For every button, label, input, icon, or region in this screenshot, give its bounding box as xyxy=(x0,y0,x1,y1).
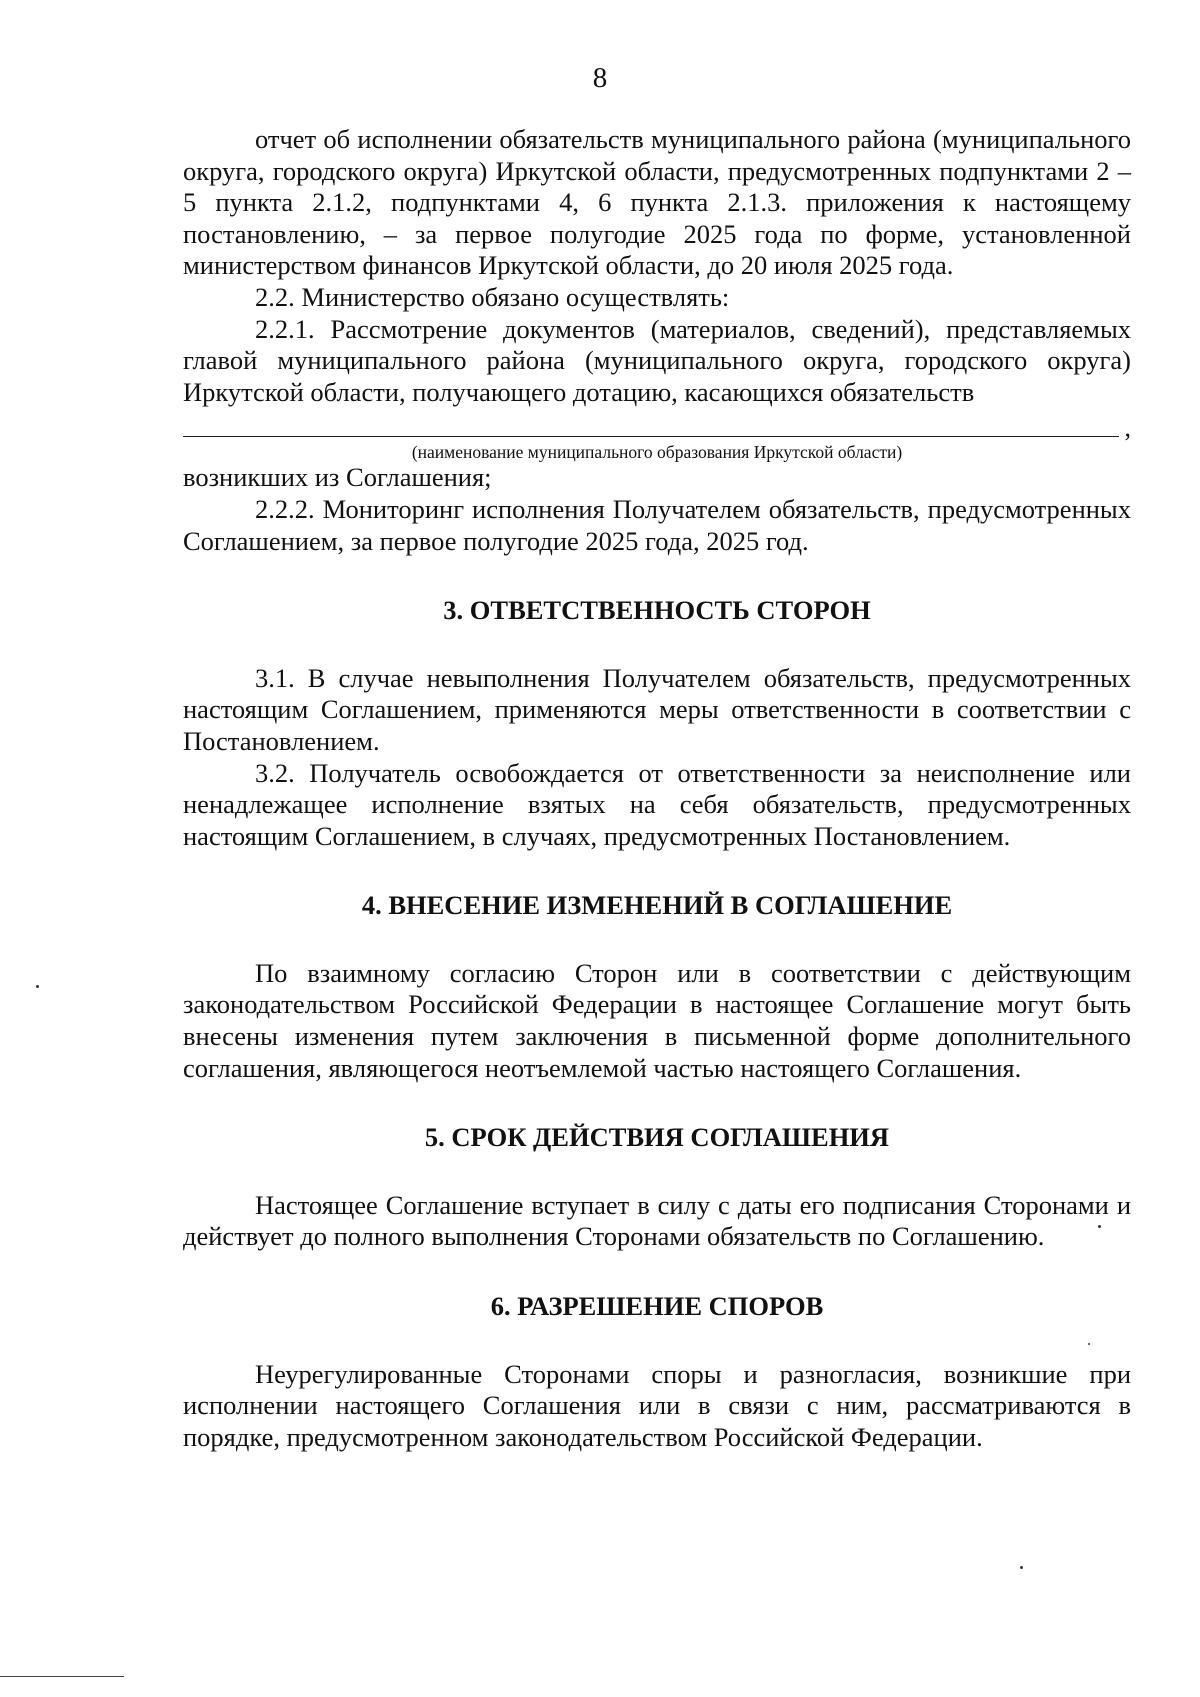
paragraph-2-2: 2.2. Министерство обязано осуществлять: xyxy=(255,281,730,312)
scan-speck xyxy=(1020,1566,1023,1569)
document-body xyxy=(183,124,1131,1453)
scan-speck xyxy=(36,985,39,988)
scan-speck xyxy=(1098,1225,1101,1228)
paragraph-disputes: Неурегулированные Сторонами споры и разногласия, возникшие при исполнении настоящего Соглашения или в связи с ним, рассматриваются в порядке, предусмотренном законодательством Российской Федерации. xyxy=(183,1358,1131,1452)
section-heading-amendments: 4. ВНЕСЕНИЕ ИЗМЕНЕНИЙ В СОГЛАШЕНИЕ xyxy=(361,890,953,921)
page-number: 8 xyxy=(592,62,608,94)
blank-fill-line xyxy=(183,413,1131,443)
paragraph-2-2-2: 2.2.2. Мониторинг исполнения Получателем обязательств, предусмотренных Соглашением, за первое полугодие 2025 года, 2025 год. xyxy=(183,493,1131,556)
section-heading-disputes: 6. РАЗРЕШЕНИЕ СПОРОВ xyxy=(490,1291,824,1322)
section-heading-term: 5. СРОК ДЕЙСТВИЯ СОГЛАШЕНИЯ xyxy=(424,1122,890,1153)
paragraph-amendments: По взаимному согласию Сторон или в соответствии с действующим законодательством Российской Федерации в настоящее Соглашение могут быть внесены изменения путем заключения в письменной форме дополнительного соглашения, являющегося неотъемлемой частью настоящего Соглашения. xyxy=(183,957,1131,1083)
blank-trailing-comma: , xyxy=(1124,413,1131,443)
blank-caption: (наименование муниципального образования Иркутской области) xyxy=(411,442,903,463)
footnote-rule xyxy=(0,1676,124,1677)
blank-underline xyxy=(183,436,1119,437)
paragraph-3-1: 3.1. В случае невыполнения Получателем обязательств, предусмотренных настоящим Соглашением, применяются меры ответственности в соответствии с Постановлением. xyxy=(183,662,1131,756)
section-heading-responsibility: 3. ОТВЕТСТВЕННОСТЬ СТОРОН xyxy=(443,595,871,626)
paragraph-3-2: 3.2. Получатель освобождается от ответственности за неисполнение или ненадлежащее исполнение взятых на себя обязательств, предусмотренных настоящим Соглашением, в случаях, предусмотренных Постановлением. xyxy=(183,757,1131,851)
paragraph-term: Настоящее Соглашение вступает в силу с даты его подписания Сторонами и действует до полного выполнения Сторонами обязательств по Соглашению. xyxy=(183,1189,1131,1252)
scan-speck xyxy=(1088,1343,1090,1345)
paragraph-arising-from-agreement: возникших из Соглашения; xyxy=(183,462,492,493)
paragraph-report-deadline: отчет об исполнении обязательств муниципального района (муниципального округа, городского округа) Иркутской области, предусмотренных подпунктами 2 – 5 пункта 2.1.2, подпунктами 4, 6 пункта 2.1.3. приложения к настоящему постановлению, – за первое полугодие 2025 года по форме, установленной министерством финансов Иркутской области, до 20 июля 2025 года. xyxy=(183,124,1131,281)
paragraph-2-2-1: 2.2.1. Рассмотрение документов (материалов, сведений), представляемых главой муниципального района (муниципального округа, городского округа) Иркутской области, получающего дотацию, касающихся обязательств xyxy=(183,313,1131,407)
